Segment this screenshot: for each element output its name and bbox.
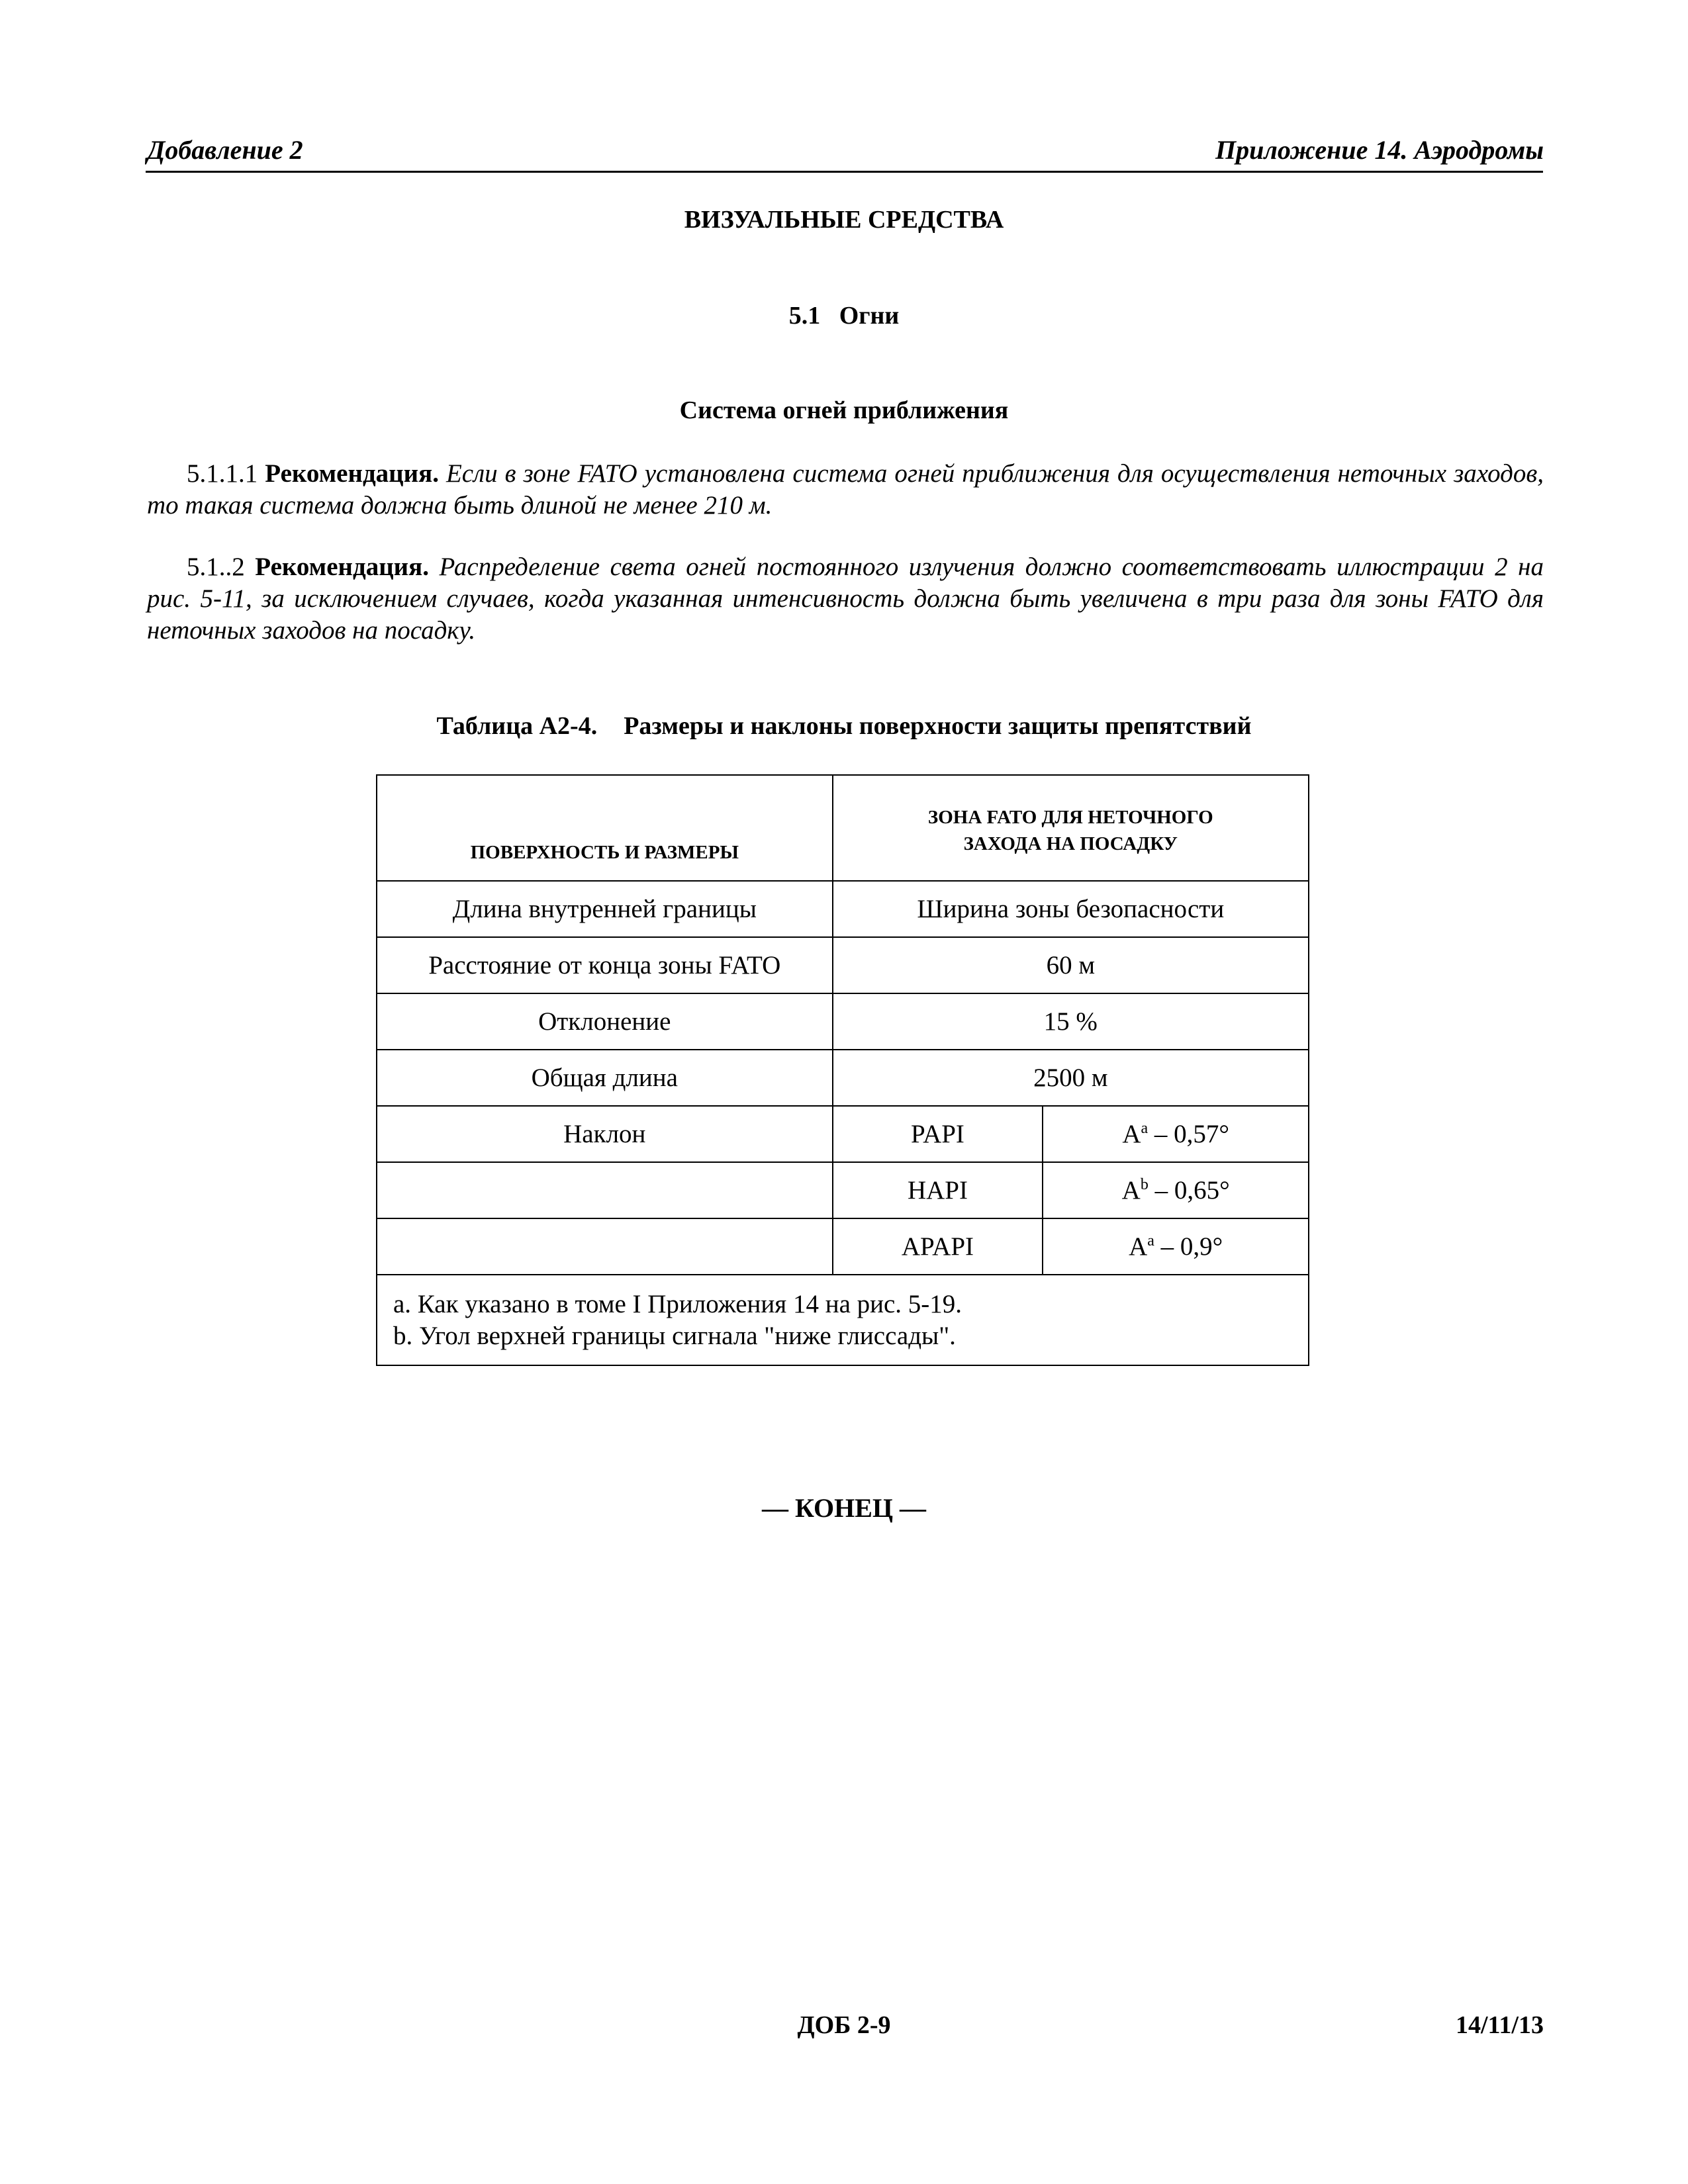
table-row (377, 937, 1309, 993)
header-left: Добавление 2 (147, 135, 303, 165)
paragraph-keyword: Рекомендация. (255, 553, 429, 581)
slope-system: PAPI (833, 1106, 1043, 1162)
column-header-fato-text: ЗОНА FATO ДЛЯ НЕТОЧНОГО ЗАХОДА НА ПОСАДКУ (927, 807, 1213, 854)
row-label: Общая длина (377, 1050, 833, 1106)
slope-system: APAPI (833, 1218, 1043, 1275)
slope-system: HAPI (833, 1162, 1043, 1218)
slope-label (377, 1218, 833, 1275)
row-label: Отклонение (377, 993, 833, 1050)
section-title: ВИЗУАЛЬНЫЕ СРЕДСТВА (684, 206, 1004, 234)
slope-row (377, 1218, 1309, 1275)
paragraph-number: 5.1.1.1 (187, 459, 265, 488)
end-marker: — КОНЕЦ — (761, 1493, 927, 1523)
table-caption-title: Размеры и наклоны поверхности защиты препятствий (624, 712, 1252, 740)
paragraph-5-1-1-2 (147, 551, 1544, 647)
slope-label (377, 1162, 833, 1218)
header-rule (146, 171, 1543, 173)
slope-base: A (1122, 1120, 1141, 1148)
slope-angle: – 0,65° (1148, 1176, 1230, 1205)
slope-value (1043, 1162, 1309, 1218)
table-note-a: a. Как указано в томе I Приложения 14 на рис. 5-19. (393, 1289, 962, 1318)
slope-angle: – 0,9° (1154, 1232, 1223, 1261)
paragraph-keyword: Рекомендация. (265, 459, 439, 488)
table-row (377, 1050, 1309, 1106)
obstacle-surface-table (376, 774, 1309, 1366)
column-header-surface: ПОВЕРХНОСТЬ И РАЗМЕРЫ (377, 775, 833, 881)
row-value: Ширина зоны безопасности (833, 881, 1309, 937)
slope-label: Наклон (377, 1106, 833, 1162)
footer-date: 14/11/13 (1455, 2011, 1544, 2039)
table-note-b: b. Угол верхней границы сигнала "ниже глиссады". (393, 1321, 956, 1350)
slope-base: A (1129, 1232, 1148, 1261)
column-header-fato (833, 775, 1309, 881)
slope-row (377, 1162, 1309, 1218)
footer-page-number: ДОБ 2-9 (797, 2011, 891, 2039)
table-notes (377, 1275, 1309, 1365)
table-caption (0, 711, 1688, 741)
paragraph-text: Если в зоне FATO установлена система огней приближения для осуществления неточных заходов, то такая система должна быть длиной не менее 210 м. (147, 459, 1544, 520)
slope-footnote-ref: a (1147, 1232, 1154, 1250)
slope-row (377, 1106, 1309, 1162)
table-header-row (377, 775, 1309, 881)
slope-footnote-ref: b (1140, 1176, 1149, 1193)
slope-footnote-ref: a (1141, 1120, 1149, 1137)
header-right: Приложение 14. Аэродромы (1215, 135, 1544, 165)
subsubsection-title: Система огней приближения (679, 396, 1009, 424)
row-value: 60 м (833, 937, 1309, 993)
slope-value (1043, 1218, 1309, 1275)
row-label: Длина внутренней границы (377, 881, 833, 937)
row-value: 15 % (833, 993, 1309, 1050)
slope-base: A (1121, 1176, 1141, 1205)
table-row (377, 993, 1309, 1050)
paragraph-text: Распределение света огней постоянного излучения должно соответствовать иллюстрации 2 на рис. 5-11, за исключением случаев, когда указанная интенсивность должна быть увеличена в три раза для зоны FATO для неточных заходов на посадку. (147, 553, 1544, 645)
row-value: 2500 м (833, 1050, 1309, 1106)
table-notes-row (377, 1275, 1309, 1365)
paragraph-5-1-1-1 (147, 458, 1544, 522)
slope-value (1043, 1106, 1309, 1162)
table-row (377, 881, 1309, 937)
table-caption-label: Таблица А2-4. (436, 712, 598, 740)
row-label: Расстояние от конца зоны FATO (377, 937, 833, 993)
slope-angle: – 0,57° (1148, 1120, 1229, 1148)
paragraph-number: 5.1..2 (187, 553, 256, 581)
subsection-title: 5.1 Огни (788, 302, 900, 330)
